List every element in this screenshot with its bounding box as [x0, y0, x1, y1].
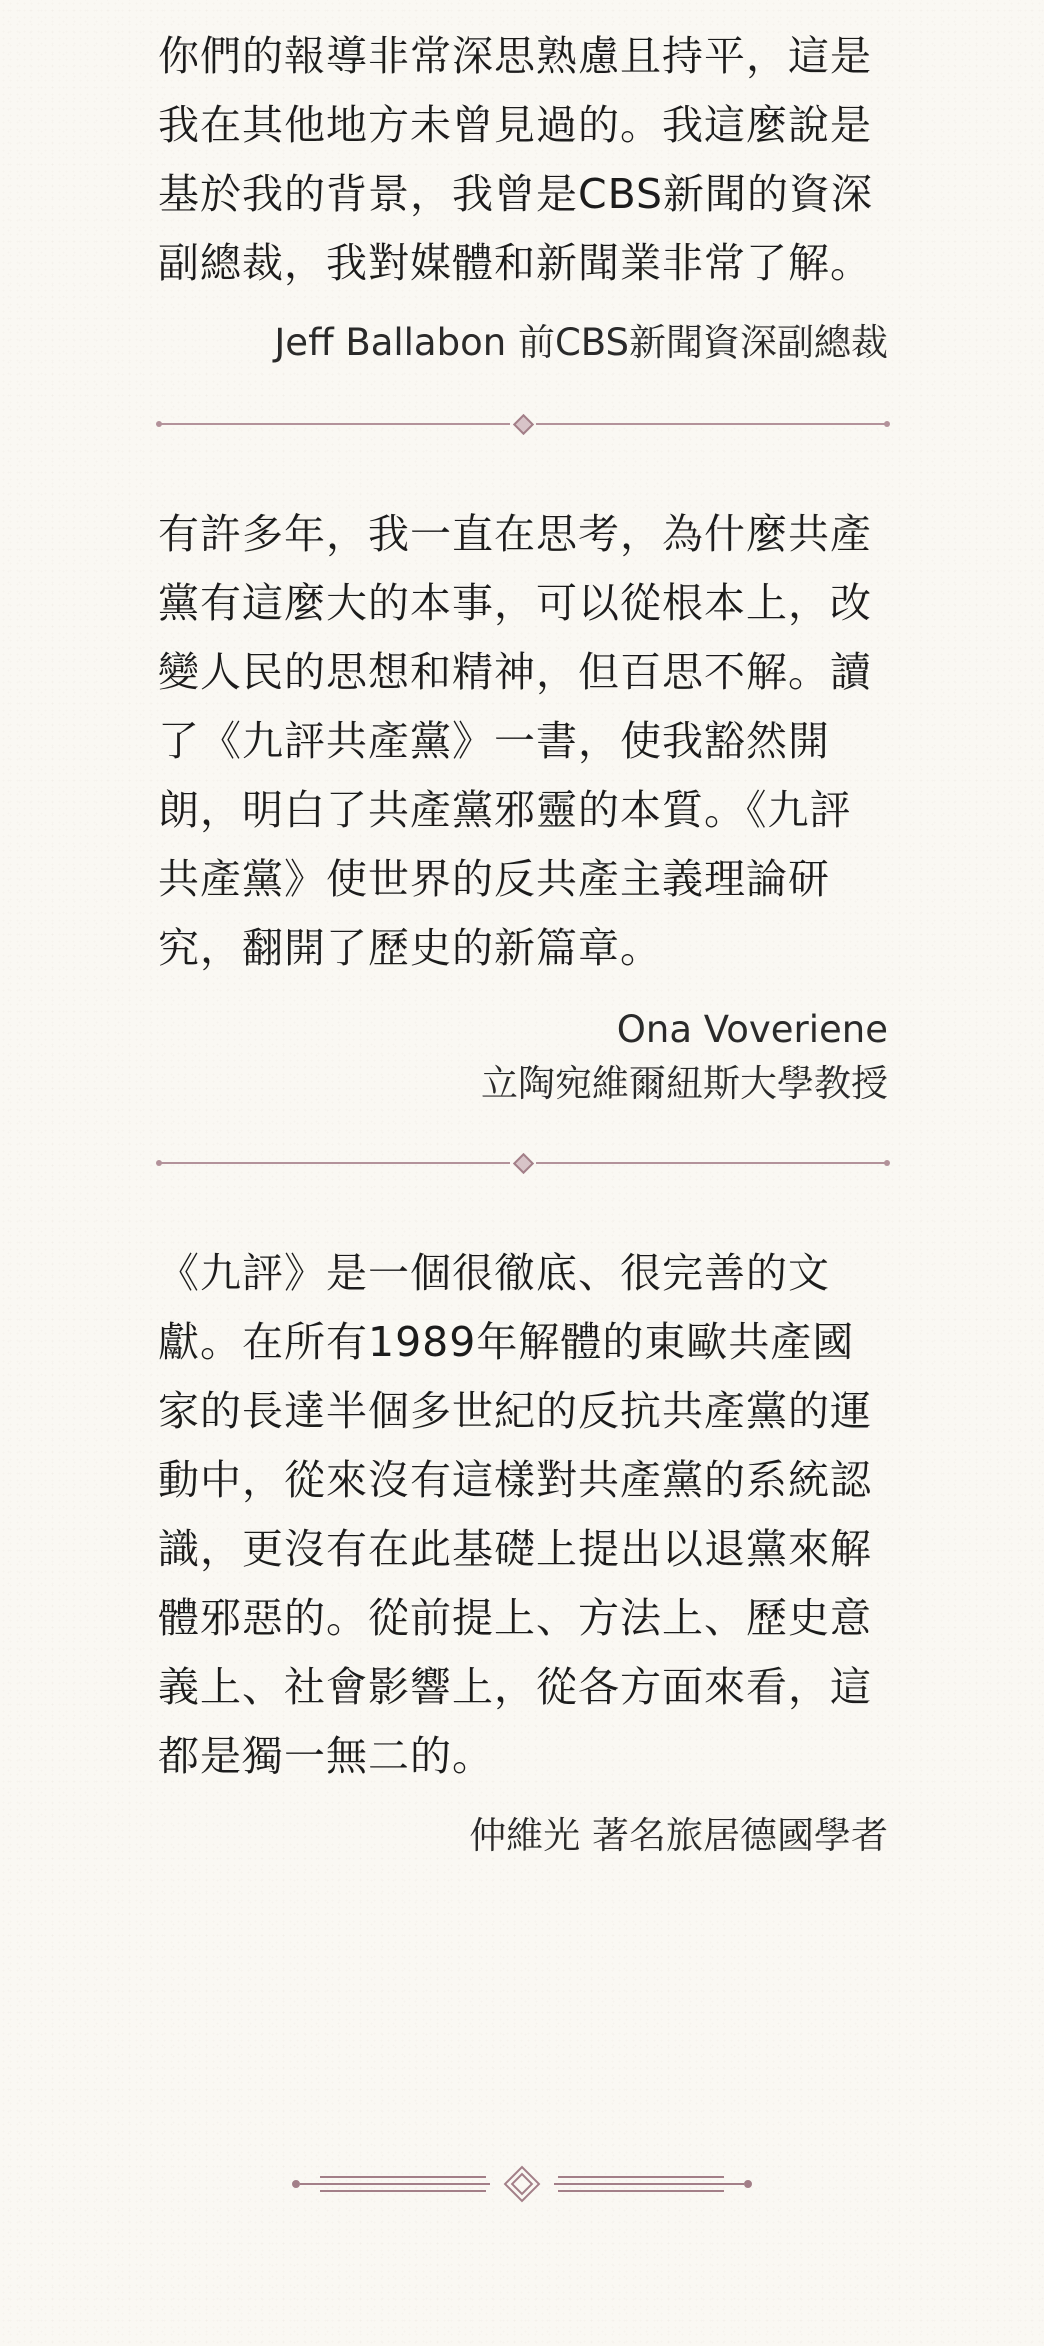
testimonial-attribution — [158, 1003, 888, 1111]
attribution-name: Ona Voveriene — [616, 1008, 888, 1051]
testimonial-quote: 《九評》是一個很徹底、很完善的文獻。在所有1989年解體的東歐共產國家的長達半個多世紀的反抗共產黨的運動中，從來沒有這樣對共產黨的系統認識，更沒有在此基礎上提出以退黨來解體邪惡的。從前提上、方法上、歷史意義上、社會影響上，從各方面來看，這都是獨一無二的。 — [158, 1249, 872, 1780]
section-divider — [158, 1153, 888, 1173]
testimonial-3 — [158, 1239, 888, 1863]
bottom-ornament-icon — [290, 2158, 754, 2210]
section-divider — [158, 414, 888, 434]
attribution-line: Jeff Ballabon 前CBS新聞資深副總裁 — [274, 321, 888, 364]
testimonials-page — [158, 22, 888, 1863]
testimonial-attribution — [158, 1809, 888, 1863]
divider-diamond-icon — [513, 1153, 534, 1174]
testimonial-quote: 有許多年，我一直在思考，為什麼共產黨有這麼大的本事，可以從根本上，改變人民的思想和精神，但百思不解。讀了《九評共產黨》一書，使我豁然開朗，明白了共產黨邪靈的本質。《九評共產黨》使世界的反共產主義理論研究，翻開了歷史的新篇章。 — [158, 510, 872, 972]
attribution-line: 仲維光 著名旅居德國學者 — [469, 1814, 888, 1857]
testimonial-quote: 你們的報導非常深思熟慮且持平，這是我在其他地方未曾見過的。我這麼說是基於我的背景，我曾是CBS新聞的資深副總裁，我對媒體和新聞業非常了解。 — [158, 32, 874, 287]
attribution-title: 立陶宛維爾紐斯大學教授 — [481, 1062, 888, 1105]
divider-diamond-icon — [513, 414, 534, 435]
divider-dot-icon — [884, 1160, 890, 1166]
testimonial-2 — [158, 500, 888, 1111]
testimonial-attribution — [158, 316, 888, 370]
divider-dot-icon — [884, 421, 890, 427]
testimonial-1 — [158, 22, 888, 370]
